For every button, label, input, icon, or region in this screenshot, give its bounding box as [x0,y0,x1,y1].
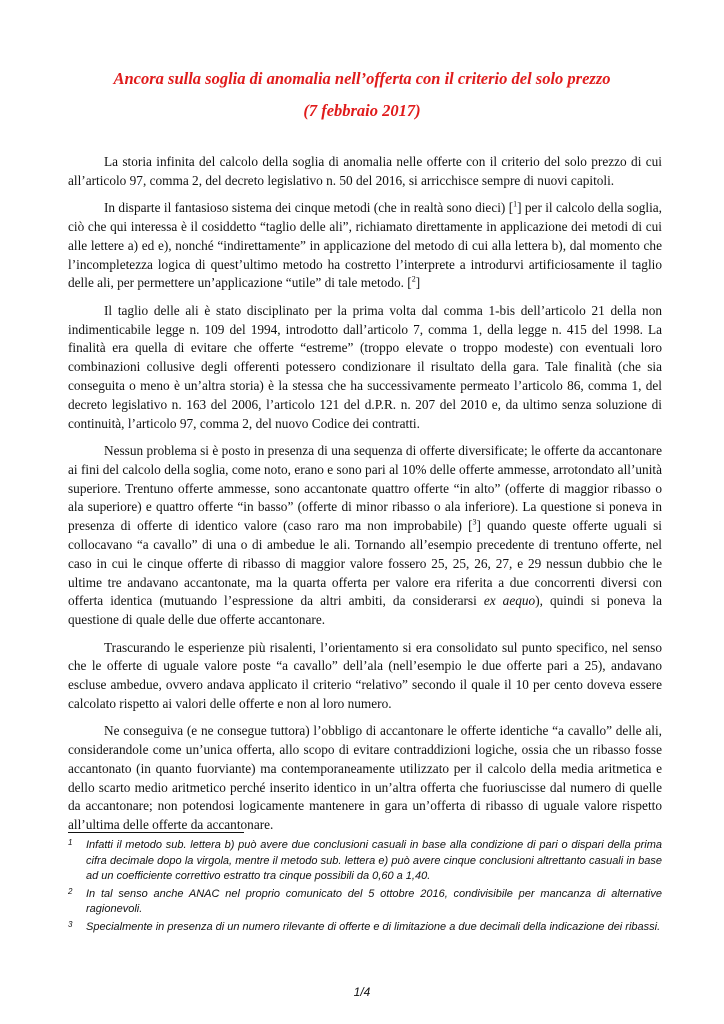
footnote-ref-1[interactable]: 1 [513,199,518,209]
paragraph-4-text-a: Nessun problema si è posto in presenza di una sequenza di offerte diversificate; le offerte da accantonare ai fini del calcolo della soglia, come noto, erano e sono pari al 10% delle offerte ammesse, arrotondato all’unità superiore. Trentuno offerte ammesse, sono accantonate quattro offerte “in alto” (offerte di maggior ribasso o ala superiore) e quattro offerte “in basso” (offerte di minor ribasso o ala inferiore). La questione si poneva in presenza di offerte di identico valore (caso raro ma non improbabile) [ [68,442,662,534]
paragraph-2-text-a: In disparte il fantasioso sistema dei cinque metodi (che in realtà sono dieci) [ [104,200,514,216]
paragraph-4-text-c: ), quindi si poneva la questione di quale delle due offerte accantonare. [68,593,662,628]
document-body [68,153,662,844]
footnote-2 [68,887,662,918]
paragraph-4-text-b: ] quando queste offerte uguali si collocavano “a cavallo” di una o di ambedue le ali. Tornando all’esempio precedente di trentuno offerte, nel caso in cui le cinque offerte di ribasso di maggior valore fossero 25, 25, 26, 27, e 29 nessun dubbio che le ultime tre andavano accantonate, ma la quarta offerta per valore era riferita a due concorrenti diversi con offerta identica (mutuando l’espressione da altri ambiti, da considerarsi [68,518,662,609]
footnote-separator [68,832,244,833]
page-number: 1/4 [353,985,371,999]
paragraph-6 [68,722,662,835]
paragraph-5-text: Trascurando le esperienze più risalenti, l’orientamento si era consolidato sul punto specifico, nel senso che le offerte di uguale valore poste “a cavallo” dell’ala (nell’esempio le due offerte pari a 25), andavano escluse ambedue, ovvero andava applicato il criterio “relativo” secondo il quale il 10 per cento doveva essere calcolato rispetto ai valori delle offerte e non al loro numero. [68,639,662,711]
document-title: Ancora sulla soglia di anomalia nell’offerta con il criterio del solo prezzo [113,69,611,88]
paragraph-3-text: Il taglio delle ali è stato disciplinato per la prima volta dal comma 1-bis dell’articolo 21 della non indimenticabile legge n. 109 del 1994, introdotto dall’articolo 7, comma 1, della legge n. 415 del 1998. La finalità era quella di evitare che offerte “estreme” (troppo elevate o troppo modeste) con eventuali loro combinazioni collusive degli offerenti potessero condizionare il risultato della gara. Tale finalità (che sia conseguita o meno è un’altra storia) è la stessa che ha successivamente permeato l’articolo 86, comma 1, del decreto legislativo n. 163 del 2006, l’articolo 121 del d.P.R. n. 207 del 2010 e, da ultimo senza soluzione di continuità, l’articolo 97, comma 2, del nuovo Codice dei contratti. [68,302,662,431]
footnote-text: Specialmente in presenza di un numero rilevante di offerte e di limitazione a due decimali della indicazione dei ribassi. [86,920,661,933]
footnote-number: 3 [68,919,73,929]
document-date: (7 febbraio 2017) [303,101,421,120]
paragraph-1-text: La storia infinita del calcolo della soglia di anomalia nelle offerte con il criterio del solo prezzo di cui all’articolo 97, comma 2, del decreto legislativo n. 50 del 2016, si arricchisce sempre di nuovi capitoli. [68,154,662,188]
paragraph-6-text: Ne conseguiva (e ne consegue tuttora) l’obbligo di accantonare le offerte identiche “a cavallo” delle ali, considerandole come un’unica offerta, allo scopo di evitare contraddizioni logiche, ossia che un ribasso fosse accantonato (in quanto fuorviante) ma contemporaneamente utilizzato per il calcolo della media aritmetica e dello scarto medio aritmetico perché inserito identico in un’altra offerta che fuoriuscisse dal numero di quelle da accantonare; non potendosi logicamente mantenere in gara un’offerta di ribasso di uguale valore rispetto all’ultima delle offerte da accantonare. [68,723,662,833]
footnote-1 [68,838,662,885]
paragraph-3 [68,302,662,434]
footnote-3 [68,920,662,936]
paragraph-4 [68,442,662,630]
paragraph-5 [68,639,662,714]
paragraph-2-text-b: ] per il calcolo della soglia, ciò che qui interessa è il cosiddetto “taglio delle ali”, richiamato direttamente in applicazione dei metodi di cui alle lettere a) ed e), nonché “indirettamente” in applicazione del metodo di cui alla lettera b), dal momento che l’incompletezza logica di quest’ultimo metodo ha costretto l’interprete a introdurvi artificiosamente il taglio delle ali, per permettere un’applicazione “utile” di tale metodo. [ [68,200,663,291]
paragraph-1 [68,153,662,191]
paragraph-4-italic: ex aequo [483,593,536,609]
paragraph-2-text-c: ] [415,275,421,291]
footnote-number: 1 [68,838,73,847]
footnote-text: Infatti il metodo sub. lettera b) può avere due conclusioni casuali in base alla condizione di pari o dispari della prima cifra decimale dopo la virgola, mentre il metodo sub. lettera e) può avere cinque conclusioni altrettanto casuali in base ad un coefficiente correttivo estratto tra cinque possibili da 0,60 a 1,40. [86,839,662,883]
paragraph-2 [68,199,662,293]
footnote-ref-2[interactable]: 2 [411,274,416,284]
footnotes [68,838,662,938]
footnote-ref-3[interactable]: 3 [472,517,477,527]
footnote-text: In tal senso anche ANAC nel proprio comunicato del 5 ottobre 2016, condivisibile per mancanza di alternative ragionevoli. [86,887,662,916]
footnote-number: 2 [68,886,73,896]
